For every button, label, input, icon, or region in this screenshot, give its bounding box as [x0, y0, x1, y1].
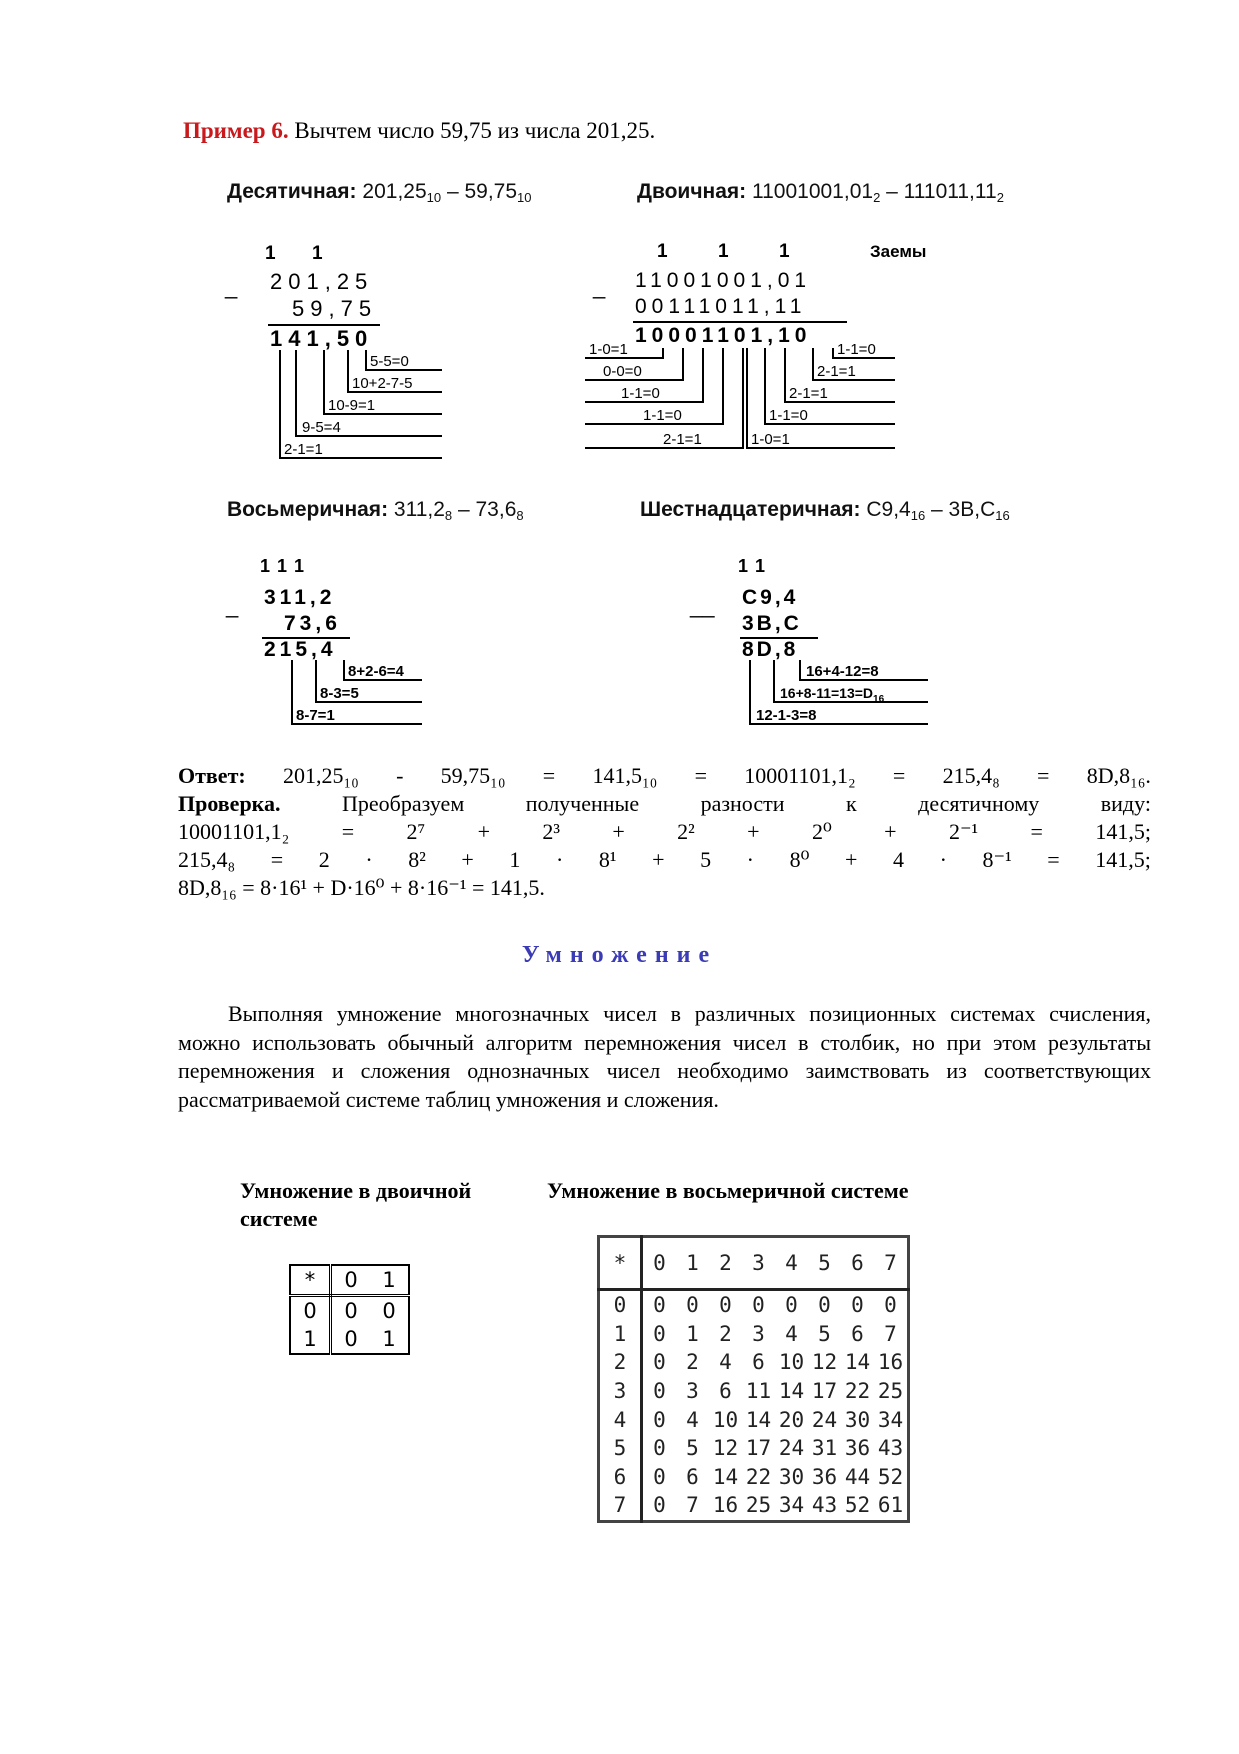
oct-note: 8-3=5 [320, 685, 359, 702]
table-cell: 0 [653, 1293, 666, 1318]
body-paragraph: Выполняя умножение многозначных чисел в различных позиционных системах счисления, можно использовать обычный алгоритм перемножения чисел в столбик, но при этом результаты перемножения и сложения однозначных чисел необходимо заимствовать из соответствующих рассматриваемой системе таблиц умножения и сложения. [178, 1001, 1151, 1112]
table-cell: 1 [686, 1321, 699, 1346]
table-cell: 10 [712, 1407, 739, 1432]
table-cell: 0 [884, 1293, 897, 1318]
binary-multiplication-table [289, 1264, 410, 1355]
table-cell: 61 [877, 1493, 904, 1518]
table-cell: 34 [778, 1493, 805, 1518]
dec-note: 10-9=1 [328, 397, 376, 414]
dec-minuend: 201,25 [270, 269, 374, 294]
example-text: Вычтем число 59,75 из числа 201,25. [288, 118, 656, 143]
oct-subtrahend: 73,6 [284, 612, 341, 635]
table-cell: 5 [599, 1434, 642, 1463]
table-cell: 11 [745, 1379, 772, 1404]
table-cell: 16 [877, 1350, 904, 1375]
table-cell: 25 [745, 1493, 772, 1518]
hex-minus: __ [690, 593, 715, 618]
table-cell: 0 [653, 1379, 666, 1404]
table-cell: 16 [712, 1493, 739, 1518]
table-cell: 43 [811, 1493, 838, 1518]
table-cell: 0 [653, 1436, 666, 1461]
table-row [599, 1348, 909, 1377]
bin-header: Двоичная: $11001001,01_2 - 111011,11_2$ [637, 180, 1004, 205]
bin-result: 10001101,10 [635, 324, 812, 347]
octal-table-caption: Умножение в восьмеричной системе [547, 1178, 909, 1203]
hex-minuend: C9,4 [742, 586, 799, 609]
hex-borrow: 1 [738, 556, 749, 576]
hex-result: 8D,8 [742, 638, 799, 661]
table-header-row [290, 1265, 409, 1296]
table-cell: 12 [712, 1436, 739, 1461]
bin-borrows-label: Заемы [870, 242, 927, 261]
table-cell: 36 [811, 1464, 838, 1489]
check-binary-line: 10001101,1₂ = 2⁷ + 2³ + 2² + 2⁰ + 2⁻¹ = 141,5; [178, 819, 1151, 844]
table-cell: 4 [686, 1407, 699, 1432]
oct-minuend: 311,2 [264, 586, 336, 609]
check-line: Проверка. Преобразуем полученные разности к десятичному виду: [178, 791, 1151, 816]
hex-note: $16+8-11=13=D_{16}$ [780, 685, 885, 705]
table-cell: 0 [785, 1293, 798, 1318]
table-cell: 1 [676, 1237, 709, 1290]
oct-note: 8-7=1 [296, 707, 335, 724]
table-cell: 36 [844, 1436, 871, 1461]
table-cell: 31 [811, 1436, 838, 1461]
table-cell: 4 [719, 1350, 732, 1375]
table-cell: 14 [778, 1379, 805, 1404]
table-cell: 44 [844, 1464, 871, 1489]
answer-line: Ответ: 201,25₁₀ - 59,75₁₀ = 141,5₁₀ = 10001101,1₂ = 215,4₈ = 8D,8₁₆. [178, 763, 1151, 788]
table-cell: 0 [653, 1407, 666, 1432]
table-cell: 5 [818, 1321, 831, 1346]
table-cell: 34 [877, 1407, 904, 1432]
table-cell: 52 [877, 1464, 904, 1489]
example-label: Пример 6. [183, 118, 289, 143]
table-cell: 0 [382, 1299, 396, 1323]
table-cell: 1 [599, 1320, 642, 1349]
table-cell: 5 [808, 1237, 841, 1290]
table-cell: 0 [818, 1293, 831, 1318]
table-cell: 1 [370, 1265, 409, 1296]
table-cell: 0 [290, 1296, 331, 1326]
bin-note-left: 0-0=0 [603, 363, 642, 380]
table-cell: 20 [778, 1407, 805, 1432]
oct-borrow: 1 [294, 556, 305, 576]
table-cell: 22 [844, 1379, 871, 1404]
table-cell: 2 [719, 1321, 732, 1346]
hex-borrow: 1 [755, 556, 766, 576]
table-cell: 6 [851, 1321, 864, 1346]
table-cell: 0 [752, 1293, 765, 1318]
table-cell: 0 [642, 1237, 677, 1290]
oct-minus: _ [226, 593, 239, 618]
bin-note-right: 2-1=1 [789, 385, 828, 402]
table-cell: 7 [884, 1321, 897, 1346]
dec-note: 10+2-7-5 [352, 375, 413, 392]
table-cell: 22 [745, 1464, 772, 1489]
table-cell: 3 [752, 1321, 765, 1346]
dec-subtrahend: 59,75 [292, 296, 378, 321]
dec-borrow: 1 [312, 243, 323, 264]
bin-note-left: 2-1=1 [663, 431, 702, 448]
bin-minus: _ [593, 274, 606, 299]
bin-note-right: 1-1=0 [769, 407, 808, 424]
table-cell: 7 [874, 1237, 909, 1290]
dec-note: 5-5=0 [370, 353, 409, 370]
check-hex-line: 8D,8₁₆ = 8·16¹ + D·16⁰ + 8·16⁻¹ = 141,5. [178, 875, 545, 900]
check-octal-line: 215,4₈ = 2 · 8² + 1 · 8¹ + 5 · 8⁰ + 4 · 8⁻¹ = 141,5; [178, 847, 1151, 872]
table-cell: 12 [811, 1350, 838, 1375]
table-row [599, 1491, 909, 1521]
table-cell: 4 [775, 1237, 808, 1290]
hex-header: Шестнадцатеричная: $C9,4_{16} - 3B,C_{16}$ [640, 498, 1010, 523]
table-cell: 3 [742, 1237, 775, 1290]
bin-note-left: 1-1=0 [643, 407, 682, 424]
dec-subtraction-diagram [220, 230, 460, 470]
table-cell: 0 [686, 1293, 699, 1318]
table-cell: 2 [686, 1350, 699, 1375]
table-cell: 1 [290, 1325, 331, 1354]
table-cell: 2 [599, 1348, 642, 1377]
table-header-row [599, 1237, 909, 1290]
table-cell: 7 [686, 1493, 699, 1518]
answer-block [178, 762, 1151, 902]
table-cell: 10 [778, 1350, 805, 1375]
bin-subtraction-diagram [585, 230, 927, 470]
table-cell: 14 [712, 1464, 739, 1489]
oct-subtraction-diagram [222, 550, 432, 740]
table-cell: 14 [745, 1407, 772, 1432]
table-cell: 5 [686, 1436, 699, 1461]
table-row [599, 1290, 909, 1320]
bin-borrow: 1 [657, 241, 668, 262]
table-cell: * [599, 1237, 642, 1290]
bin-borrow: 1 [718, 241, 729, 262]
table-row [599, 1320, 909, 1349]
oct-note: 8+2-6=4 [348, 663, 404, 680]
table-cell: 43 [877, 1436, 904, 1461]
table-row [290, 1325, 409, 1354]
bin-borrow: 1 [779, 241, 790, 262]
dec-result: 141,50 [270, 326, 374, 351]
table-row [290, 1296, 409, 1326]
table-cell: 14 [844, 1350, 871, 1375]
hex-note: 16+4-12=8 [806, 663, 879, 680]
table-cell: 0 [653, 1464, 666, 1489]
oct-borrow: 1 [260, 556, 271, 576]
table-cell: 0 [599, 1290, 642, 1320]
bin-subtrahend: 00111011,11 [635, 295, 807, 318]
table-cell: 17 [745, 1436, 772, 1461]
dec-header: Десятичная: $201,25_{10} - 59,75_{10}$ [227, 180, 532, 205]
table-cell: 0 [653, 1493, 666, 1518]
table-cell: * [290, 1265, 331, 1296]
bin-note-left: 1-0=1 [589, 341, 628, 358]
dec-note: 2-1=1 [284, 441, 323, 458]
table-cell: 3 [686, 1379, 699, 1404]
table-cell: 25 [877, 1379, 904, 1404]
table-cell: 7 [599, 1491, 642, 1521]
table-cell: 0 [851, 1293, 864, 1318]
bin-minuend: 11001001,01 [635, 269, 812, 292]
table-cell: 6 [686, 1464, 699, 1489]
table-cell: 30 [778, 1464, 805, 1489]
table-cell: 6 [752, 1350, 765, 1375]
dec-note: 9-5=4 [302, 419, 341, 436]
oct-borrow: 1 [277, 556, 288, 576]
section-title: Умножение [521, 942, 718, 968]
table-cell: 4 [599, 1405, 642, 1434]
oct-result: 215,4 [264, 638, 337, 661]
dec-minus: _ [225, 274, 238, 299]
hex-note: 12-1-3=8 [756, 707, 817, 724]
table-cell: 24 [811, 1407, 838, 1432]
bin-note-right: 1-0=1 [751, 431, 790, 448]
example-heading [183, 118, 655, 144]
table-row [599, 1405, 909, 1434]
hex-subtrahend: 3B,C [742, 612, 802, 635]
table-cell: 4 [785, 1321, 798, 1346]
table-cell: 2 [709, 1237, 742, 1290]
table-cell: 0 [344, 1327, 358, 1351]
table-cell: 17 [811, 1379, 838, 1404]
table-cell: 30 [844, 1407, 871, 1432]
bin-note-right: 2-1=1 [817, 363, 856, 380]
table-cell: 6 [599, 1463, 642, 1492]
octal-multiplication-table [597, 1235, 910, 1523]
bin-note-left: 1-1=0 [621, 385, 660, 402]
table-cell: 52 [844, 1493, 871, 1518]
dec-borrow: 1 [265, 243, 276, 264]
oct-header: Восьмеричная: $311,2_8 - 73,6_8$ [227, 498, 524, 523]
table-row [599, 1463, 909, 1492]
table-cell: 1 [382, 1327, 396, 1351]
table-cell: 0 [331, 1265, 371, 1296]
table-cell: 0 [653, 1321, 666, 1346]
bin-note-right: 1-1=0 [837, 341, 876, 358]
table-cell: 6 [719, 1379, 732, 1404]
table-cell: 3 [599, 1377, 642, 1406]
table-cell: 0 [344, 1299, 358, 1323]
hex-subtraction-diagram [688, 550, 938, 740]
table-cell: 0 [653, 1350, 666, 1375]
table-cell: 6 [841, 1237, 874, 1290]
table-row [599, 1377, 909, 1406]
binary-table-caption: Умножение в двоичной системе [240, 1178, 472, 1231]
table-row [599, 1434, 909, 1463]
table-cell: 24 [778, 1436, 805, 1461]
table-cell: 0 [719, 1293, 732, 1318]
